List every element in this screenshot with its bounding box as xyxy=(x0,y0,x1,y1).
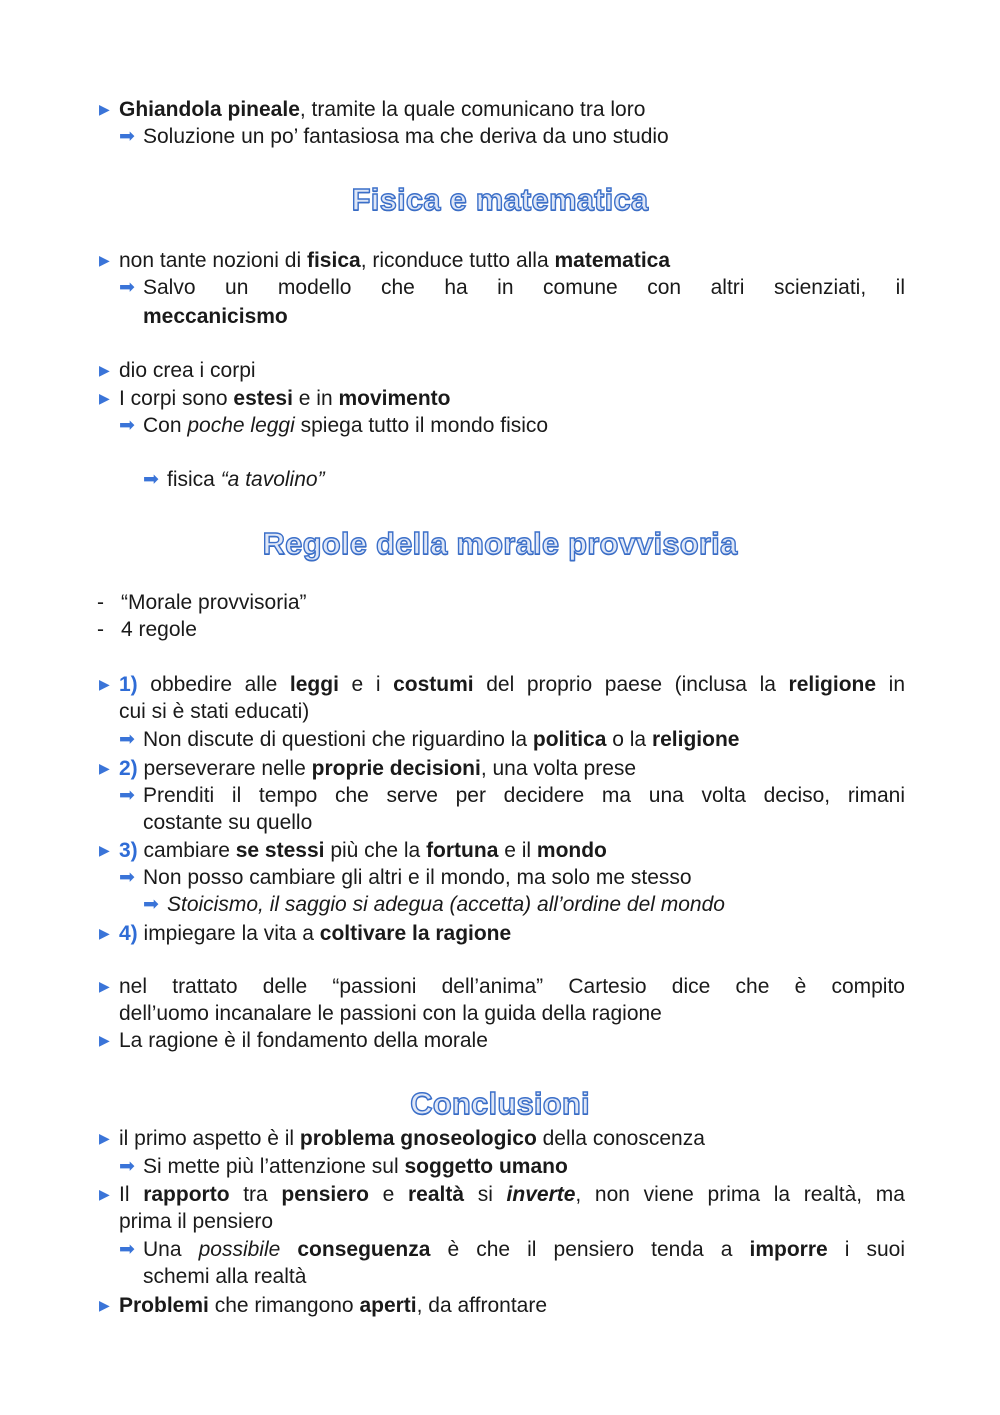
sub-bullet-text: Soluzione un po’ fantasiosa ma che deriva da uno studio xyxy=(143,125,669,148)
arrow-bullet-icon: ➡ xyxy=(119,277,135,298)
bullet-text: non tante nozioni di fisica, riconduce tutto alla matematica xyxy=(119,249,671,272)
bullet-text: La ragione è il fondamento della morale xyxy=(119,1029,488,1052)
section-heading-morale: Regole della morale provvisoria xyxy=(262,526,738,561)
triangle-bullet-icon: ▶ xyxy=(99,1032,110,1048)
bullet-text: il primo aspetto è il problema gnoseologico della conoscenza xyxy=(119,1127,705,1150)
triangle-bullet-icon: ▶ xyxy=(99,1186,110,1202)
dash-text: 4 regole xyxy=(121,618,197,641)
triangle-bullet-icon: ▶ xyxy=(99,390,110,406)
rule-text: 3) cambiare se stessi più che la fortuna e il mondo xyxy=(119,839,607,862)
bullet-text: nel trattato delle “passioni dell’anima” Cartesio dice che è compito xyxy=(119,975,905,998)
dash-bullet: - xyxy=(97,591,104,614)
triangle-bullet-icon: ▶ xyxy=(99,1130,110,1146)
sub-bullet-text: Non discute di questioni che riguardino la politica o la religione xyxy=(143,728,740,751)
sub-bullet-text: Salvo un modello che ha in comune con altri scienziati, il xyxy=(143,276,905,299)
triangle-bullet-icon: ▶ xyxy=(99,842,110,858)
document-page: ▶ Ghiandola pineale, tramite la quale comunicano tra loro ➡ Soluzione un po’ fantasiosa ma che deriva da uno studio Fisica e matematica ▶ non tante nozioni di fisica, riconduce tutto alla matematica ➡ Salvo un modello che ha in comune con altri scienziati, il meccanicismo ▶ dio crea i corpi ▶ I corpi sono estesi e in movimento ➡ Con poche leggi spiega tutto il mondo fisico ➡ fisica “a tavolino” Regole della morale provvisoria - “Morale provvisoria” - 4 regole ▶ 1) obbedire alle leggi e i costumi del proprio paese (inclusa la religione in cui si è stati educati) ➡ Non discute di questioni che riguardino la politica o la religione ▶ 2) perseverare nelle proprie decisioni, una volta prese ➡ Prenditi il tempo che serve per decidere ma una volta deciso, rimani costante su quello ▶ 3) cambiare se stessi più che la fortuna e il mondo ➡ Non posso cambiare gli altri e il mondo, ma solo me stesso ➡ Stoicismo, il saggio si adegua (accetta) all’ordine del mondo ▶ 4) impiegare la vita a coltivare la ragione ▶ nel trattato delle “passioni dell’anima” Cartesio dice che è compito dell’uomo incanalare le passioni con la guida della ragione ▶ La ragione è il fondamento della morale Conclusioni ▶ il primo aspetto è il problema gnoseologico della conoscenza ➡ Si mette più l’attenzione sul soggetto umano ▶ Il rapporto tra pensiero e realtà si inverte, non viene prima la realtà, ma prima il pensiero ➡ Una possibile conseguenza è che il pensiero tenda a imporre i suoi schemi alla realtà ▶ Problemi che rimangono aperti, da affrontare xyxy=(0,0,1000,1415)
bullet-text: Problemi che rimangono aperti, da affrontare xyxy=(119,1294,548,1317)
arrow-bullet-icon: ➡ xyxy=(119,1156,135,1177)
arrow-bullet-icon: ➡ xyxy=(119,867,135,888)
triangle-bullet-icon: ▶ xyxy=(99,760,110,776)
sub-bullet-text: Stoicismo, il saggio si adegua (accetta) all’ordine del mondo xyxy=(167,893,725,916)
triangle-bullet-icon: ▶ xyxy=(99,925,110,941)
dash-bullet: - xyxy=(97,618,104,641)
triangle-bullet-icon: ▶ xyxy=(99,252,110,268)
arrow-bullet-icon: ➡ xyxy=(119,126,135,147)
bullet-text: dio crea i corpi xyxy=(119,359,256,382)
triangle-bullet-icon: ▶ xyxy=(99,362,110,378)
bullet-text: Ghiandola pineale, tramite la quale comunicano tra loro xyxy=(119,98,646,121)
bullet-text: Il rapporto tra pensiero e realtà si inverte, non viene prima la realtà, ma xyxy=(119,1183,905,1206)
rule-text: 1) obbedire alle leggi e i costumi del proprio paese (inclusa la religione in xyxy=(119,673,906,696)
bullet-text: I corpi sono estesi e in movimento xyxy=(119,387,451,410)
sub-bullet-text: Si mette più l’attenzione sul soggetto umano xyxy=(143,1155,568,1178)
dash-text: “Morale provvisoria” xyxy=(121,591,307,614)
arrow-bullet-icon: ➡ xyxy=(143,469,159,490)
sub-bullet-text: Con poche leggi spiega tutto il mondo fisico xyxy=(143,414,549,437)
arrow-bullet-icon: ➡ xyxy=(119,785,135,806)
arrow-bullet-icon: ➡ xyxy=(143,894,159,915)
triangle-bullet-icon: ▶ xyxy=(99,978,110,994)
rule-text: 4) impiegare la vita a coltivare la ragione xyxy=(119,922,512,945)
rule-text: 2) perseverare nelle proprie decisioni, una volta prese xyxy=(119,757,637,780)
triangle-bullet-icon: ▶ xyxy=(99,1297,110,1313)
arrow-bullet-icon: ➡ xyxy=(119,1239,135,1260)
triangle-bullet-icon: ▶ xyxy=(99,101,110,117)
sub-bullet-text: Prenditi il tempo che serve per decidere ma una volta deciso, rimani xyxy=(143,784,905,807)
arrow-bullet-icon: ➡ xyxy=(119,729,135,750)
section-heading-fisica: Fisica e matematica xyxy=(351,182,649,217)
sub-bullet-text: Non posso cambiare gli altri e il mondo, ma solo me stesso xyxy=(143,866,692,889)
triangle-bullet-icon: ▶ xyxy=(99,676,110,692)
sub-bullet-text: fisica “a tavolino” xyxy=(167,468,325,491)
section-heading-conclusioni: Conclusioni xyxy=(410,1086,590,1121)
sub-bullet-text: Una possibile conseguenza è che il pensiero tenda a imporre i suoi xyxy=(143,1238,905,1261)
arrow-bullet-icon: ➡ xyxy=(119,415,135,436)
